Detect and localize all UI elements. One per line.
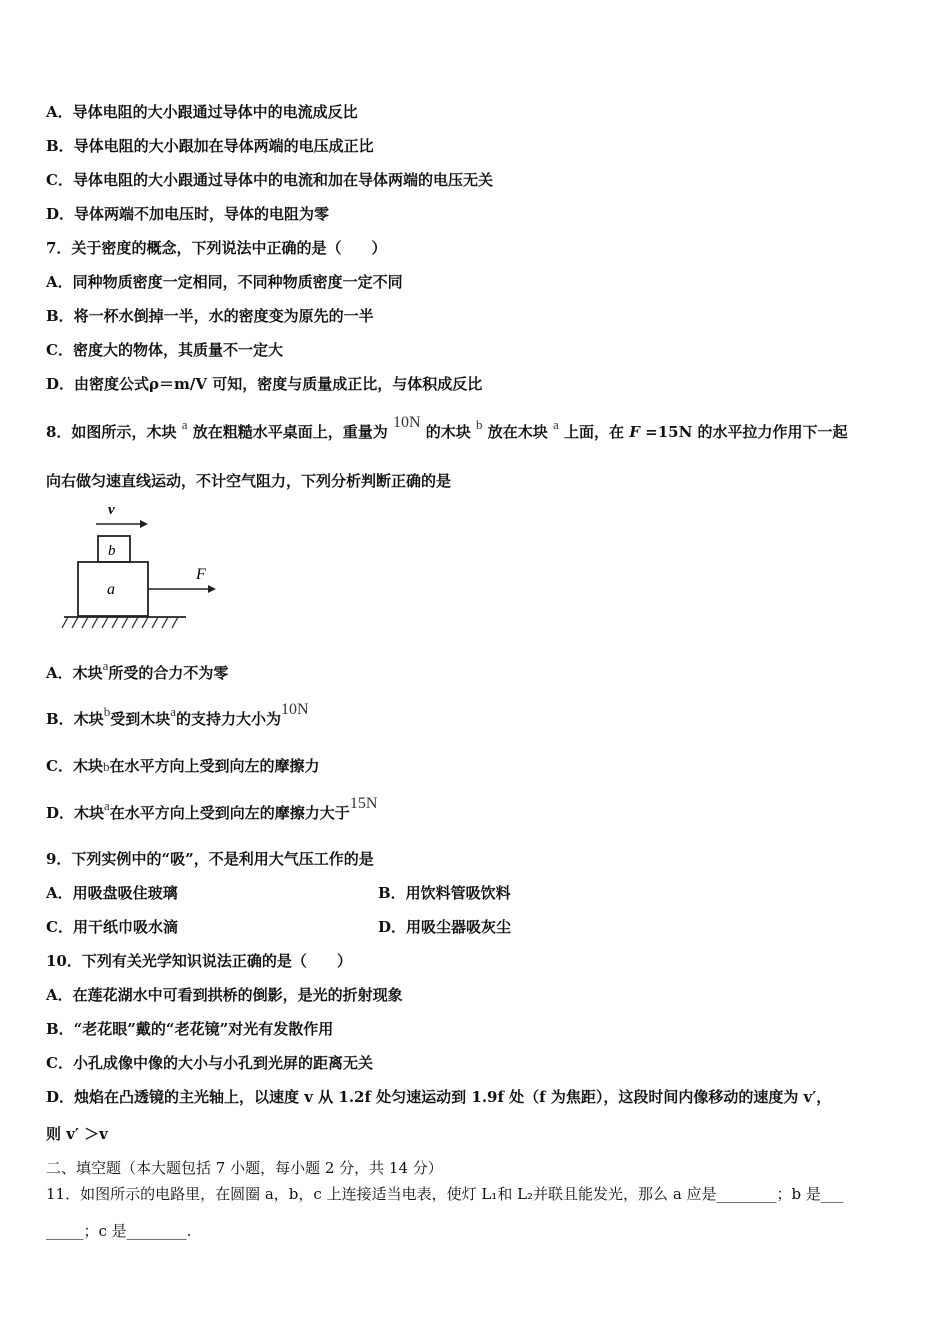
q8-var-a: a [102,658,109,673]
q9-option-d: D．用吸尘器吸灰尘 [378,918,512,936]
q8-option-d [46,795,378,824]
figure-block-a-label: a [107,581,115,598]
q9-stem: 9．下列实例中的“吸”，不是利用大气压工作的是 [46,850,374,868]
q10-stem: 10．下列有关光学知识说法正确的是（ ） [46,952,352,970]
q10-option-d-line2: 则 v′ ＞v [46,1125,108,1143]
q8-option-value: 15N [349,795,378,812]
q8-option-a [46,658,229,684]
figure-velocity-label: v [108,502,115,518]
q8-option-b [46,701,309,730]
q6-option-c: C．导体电阻的大小跟通过导体中的电流和加在导体两端的电压无关 [46,171,493,189]
velocity-arrowhead-icon [140,520,148,528]
section-heading: 二、填空题（本大题包括 7 小题，每小题 2 分，共 14 分） [46,1159,443,1177]
q8-option-text: C．木块 [46,757,103,775]
q8-stem-line2: 向右做匀速直线运动，不计空气阻力，下列分析判断正确的是 [46,472,452,490]
q8-stem-text: 上面，在 [564,423,625,441]
figure-block-b-label: b [108,543,116,559]
q10-option-b: B．“老花眼”戴的“老花镜”对光有发散作用 [46,1020,334,1038]
q8-option-text: 的支持力大小为 [175,710,281,728]
q9-option-b: B．用饮料管吸饮料 [378,884,511,902]
q8-stem-text: =15N 的水平拉力作用下一起 [645,423,848,441]
q7-option-c: C．密度大的物体，其质量不一定大 [46,341,283,359]
q8-var-b: b [103,704,111,719]
q8-option-text: 在水平方向上受到向左的摩擦力大于 [109,804,350,822]
q8-stem-line1 [46,414,848,443]
q8-option-text: B．木块 [46,710,104,728]
q8-force-symbol: F [629,423,640,441]
q8-option-text: A．木块 [46,664,103,682]
q8-stem-text: 的木块 [425,423,471,441]
q7-option-a: A．同种物质密度一定相同，不同种物质密度一定不同 [46,273,403,291]
q8-block-figure [58,500,228,635]
q8-var-b: b [476,417,483,432]
q11-line2: _____；c 是________. [46,1222,192,1240]
q6-option-d: D．导体两端不加电压时，导体的电阻为零 [46,205,330,223]
q8-weight: 10N [392,414,421,431]
q7-option-b: B．将一杯水倒掉一半，水的密度变为原先的一半 [46,307,374,325]
q8-stem-text: 8．如图所示，木块 [46,423,177,441]
q8-var-a: a [104,798,110,813]
q10-option-d-line1: D．烛焰在凸透镜的主光轴上，以速度 v 从 1.2f 处匀速运动到 1.9f 处（f 为焦距），这段时间内像移动的速度为 v′， [46,1088,832,1106]
q8-option-text: D．木块 [46,804,105,822]
q7-option-d: D．由密度公式ρ＝m/V 可知，密度与质量成正比，与体积成反比 [46,375,483,393]
q8-option-text: 所受的合力不为零 [108,664,229,682]
q6-option-a: A．导体电阻的大小跟通过导体中的电流成反比 [46,103,358,121]
q8-var-a: a [181,417,188,432]
q10-option-c: C．小孔成像中像的大小与小孔到光屏的距离无关 [46,1054,373,1072]
q9-option-c: C．用干纸巾吸水滴 [46,918,178,936]
q6-option-b: B．导体电阻的大小跟加在导体两端的电压成正比 [46,137,374,155]
ground-hatch [62,617,178,628]
q8-option-c [46,756,319,777]
q8-option-value: 10N [281,701,309,718]
q8-stem-text: 放在粗糙水平桌面上，重量为 [192,423,388,441]
q11-line1: 11．如图所示的电路里，在圆圈 a，b，c 上连接适当电表，使灯 L₁和 L₂并联且能发光，那么 a 应是________；b 是___ [46,1185,844,1203]
q8-stem-text: 放在木块 [487,423,548,441]
q8-var-a: a [552,417,559,432]
q8-var-b: b [102,759,110,774]
force-arrowhead-icon [208,585,216,593]
q8-option-text: 在水平方向上受到向左的摩擦力 [109,757,320,775]
q9-option-a: A．用吸盘吸住玻璃 [46,884,178,902]
q8-option-text: 受到木块 [110,710,171,728]
q8-var-a: a [170,704,176,719]
figure-force-label: F [196,566,206,583]
q7-stem: 7．关于密度的概念，下列说法中正确的是（ ） [46,239,387,257]
q10-option-a: A．在莲花湖水中可看到拱桥的倒影，是光的折射现象 [46,986,403,1004]
